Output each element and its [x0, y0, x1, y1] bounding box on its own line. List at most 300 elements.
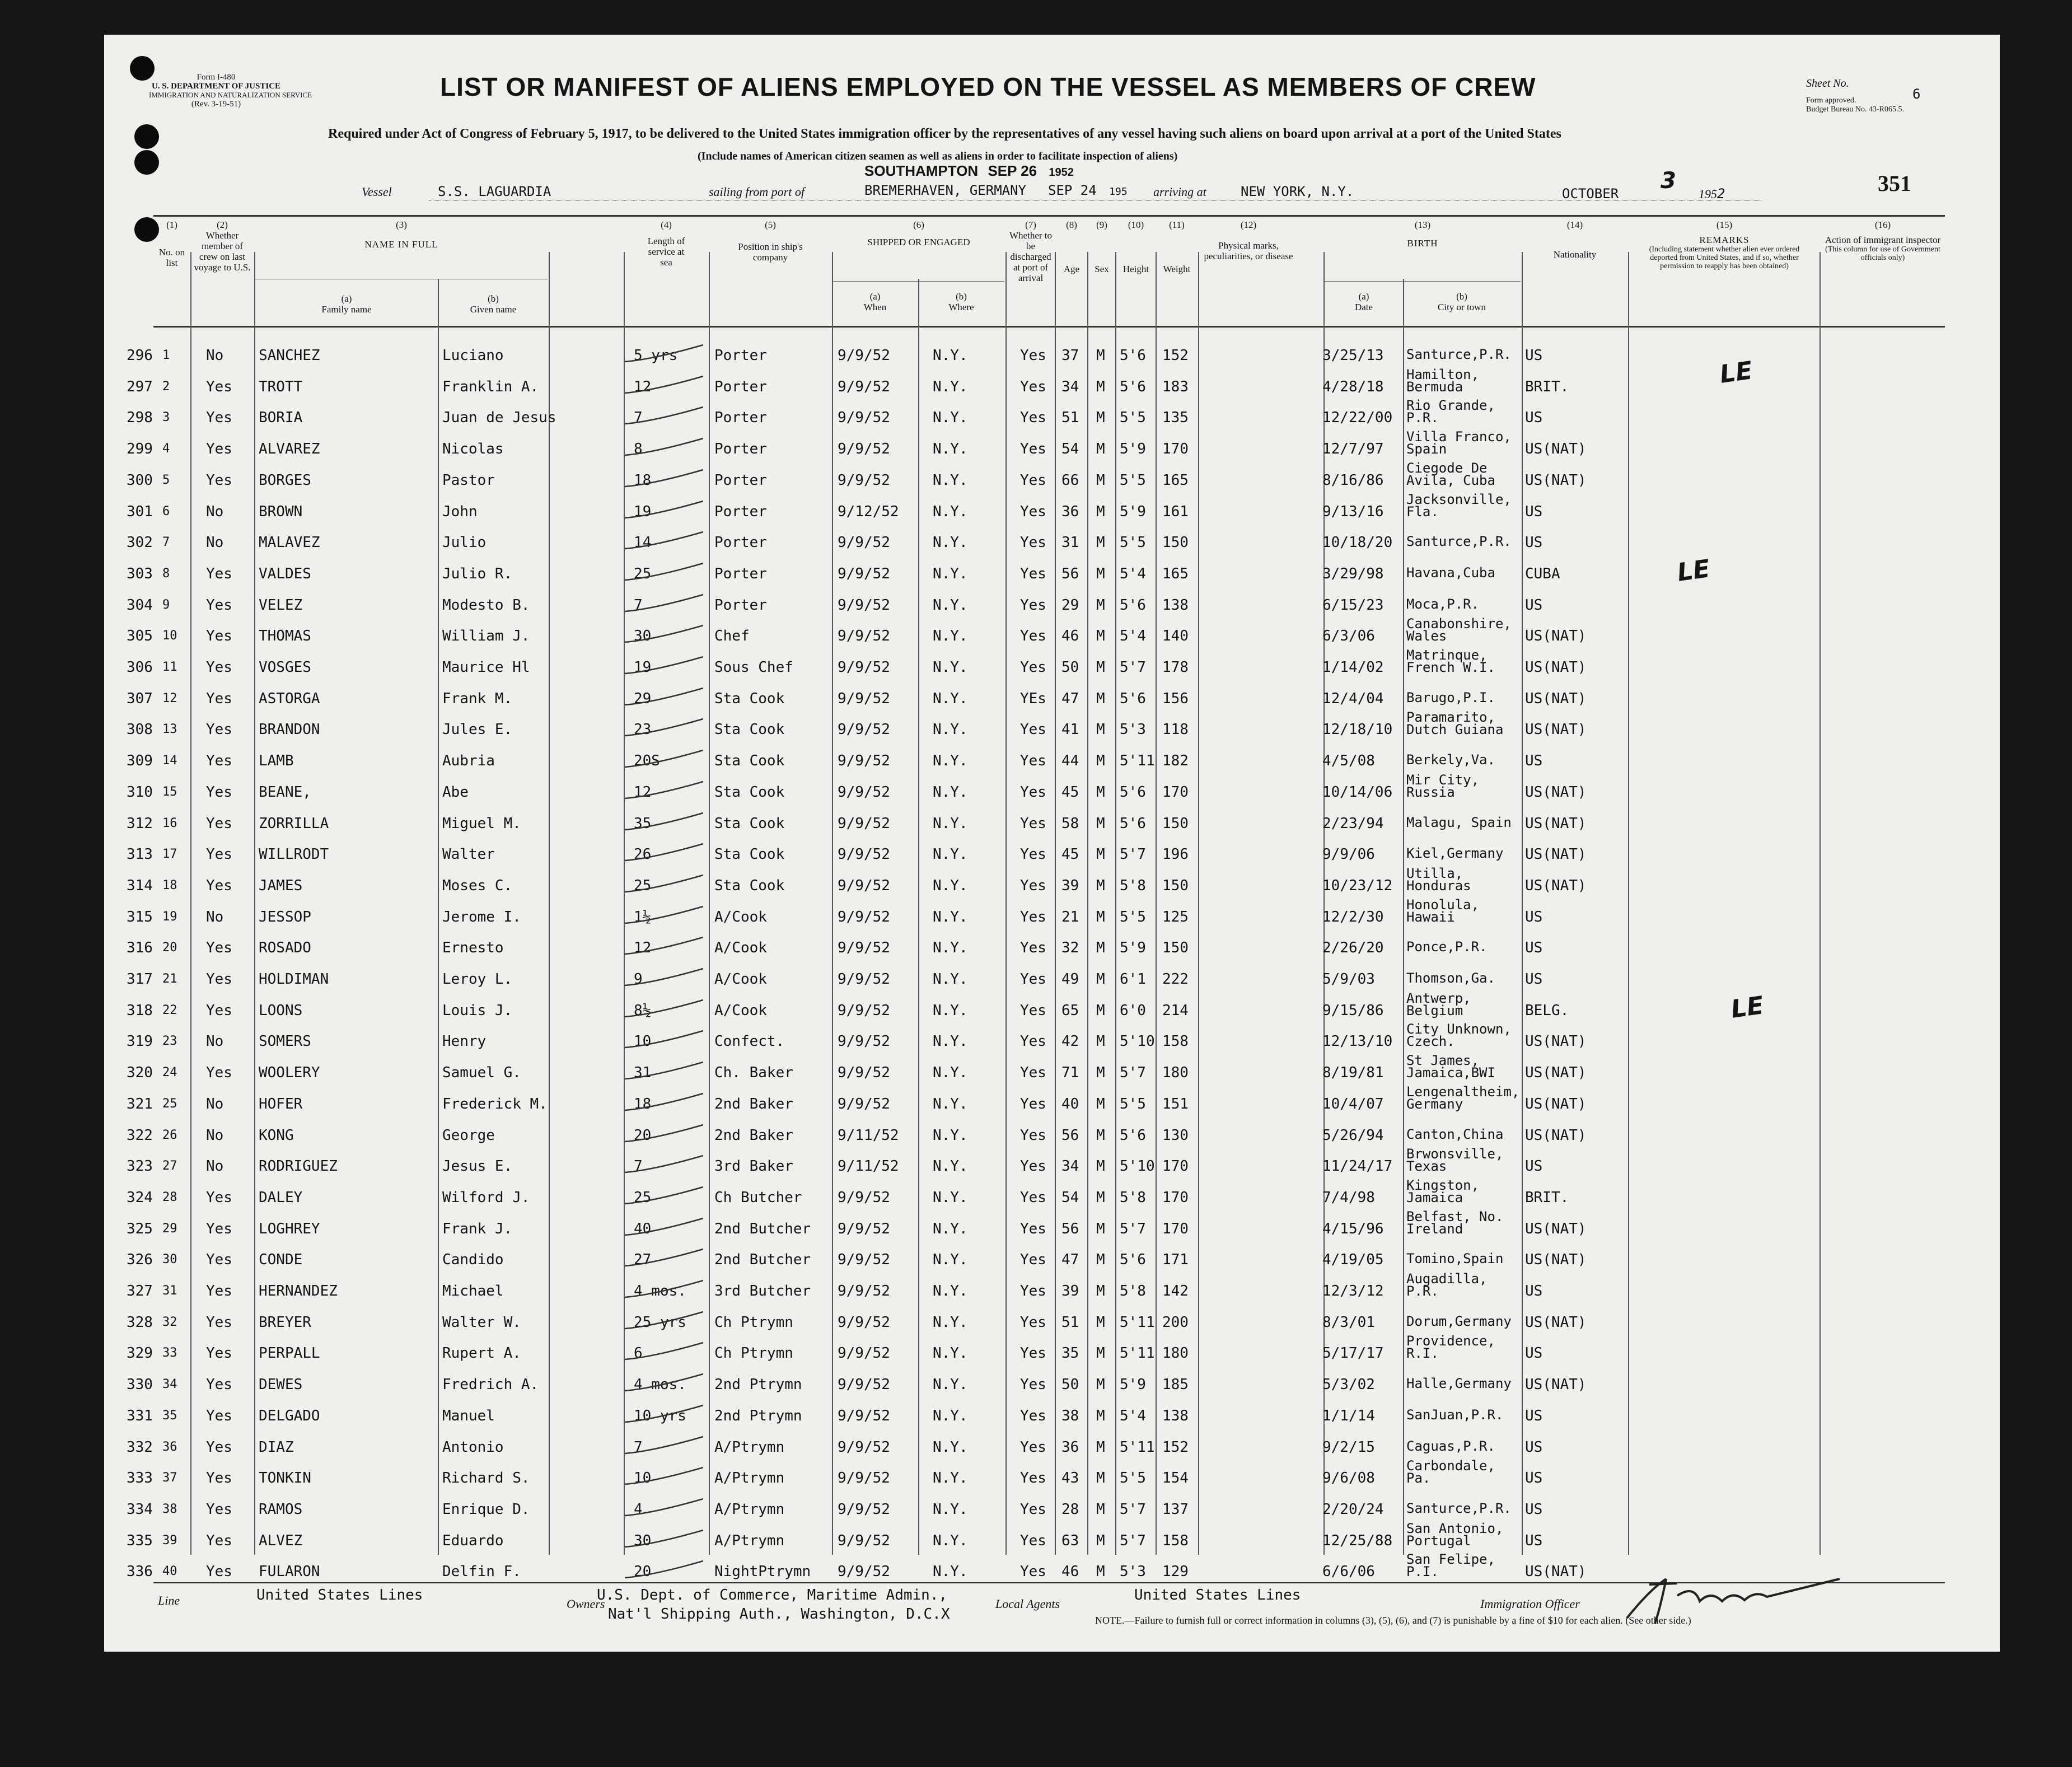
- family-name: BRANDON: [259, 721, 320, 738]
- birth-city: Rio Grande, P.R.: [1406, 398, 1495, 426]
- weight: 214: [1162, 1002, 1189, 1019]
- height: 6'0: [1120, 1002, 1146, 1019]
- age: 36: [1061, 503, 1079, 520]
- birth-city: City Unknown, Czech.: [1406, 1021, 1512, 1049]
- previous-voyage: Yes: [206, 752, 232, 769]
- service-length: 9: [634, 971, 643, 988]
- birth-date: 11/24/17: [1322, 1158, 1393, 1175]
- row-index: 5: [162, 473, 170, 487]
- weight: 165: [1162, 565, 1189, 582]
- nationality: US(NAT): [1525, 846, 1587, 863]
- age: 40: [1061, 1096, 1079, 1112]
- given-name: Ernesto: [442, 939, 504, 956]
- col-6b-label: Where: [948, 302, 974, 312]
- position: Sta Cook: [714, 721, 785, 738]
- shipped-where: N.Y.: [933, 565, 968, 582]
- nationality: US(NAT): [1525, 628, 1587, 644]
- service-length: 27: [634, 1251, 652, 1268]
- sex: M: [1096, 1470, 1105, 1486]
- family-name: WILLRODT: [259, 846, 329, 863]
- previous-voyage: Yes: [206, 1283, 232, 1299]
- col-5-label: Position in ship's company: [738, 241, 803, 263]
- birth-date: 3/25/13: [1322, 347, 1384, 364]
- birth-date: 8/19/81: [1322, 1064, 1384, 1081]
- check-mark: [619, 1372, 709, 1400]
- column-rule: [1403, 279, 1404, 1555]
- col-12-label: Physical marks, peculiarities, or disease: [1204, 240, 1293, 261]
- age: 34: [1061, 1158, 1079, 1175]
- check-mark: [619, 374, 709, 402]
- position: 2nd Butcher: [714, 1221, 811, 1237]
- weight: 130: [1162, 1127, 1189, 1144]
- discharged: Yes: [1020, 909, 1046, 925]
- service-length: 12: [634, 939, 652, 956]
- height: 5'6: [1120, 1251, 1146, 1268]
- check-mark: [619, 1123, 709, 1151]
- col-15-header: [1629, 219, 1820, 270]
- shipped-when: 9/9/52: [838, 846, 890, 863]
- col-5-num: (5): [765, 219, 776, 230]
- list-number: 308: [127, 721, 153, 738]
- agents-label: Local Agents: [995, 1597, 1060, 1611]
- row-index: 40: [162, 1564, 177, 1578]
- previous-voyage: No: [206, 909, 224, 925]
- weight: 180: [1162, 1345, 1189, 1362]
- family-name: HERNANDEZ: [259, 1283, 338, 1299]
- service-length: 6: [634, 1345, 643, 1362]
- shipped-when: 9/9/52: [838, 378, 890, 395]
- shipped-where: N.Y.: [933, 1251, 968, 1268]
- discharged: Yes: [1020, 877, 1046, 894]
- list-number: 313: [127, 846, 153, 863]
- position: Porter: [714, 378, 767, 395]
- check-mark: [619, 1403, 709, 1431]
- col-3-label: NAME IN FULL: [364, 239, 438, 250]
- position: A/Cook: [714, 971, 767, 988]
- shipped-when: 9/11/52: [838, 1127, 899, 1144]
- birth-date: 12/13/10: [1322, 1033, 1393, 1050]
- sheet-label: Sheet No.: [1806, 77, 1849, 90]
- col-13b-header: [1404, 291, 1519, 312]
- shipped-when: 9/9/52: [838, 971, 890, 988]
- birth-date: 9/6/08: [1322, 1470, 1375, 1486]
- shipped-when: 9/9/52: [838, 909, 890, 925]
- family-name: BORGES: [259, 472, 311, 489]
- list-number: 304: [127, 597, 153, 614]
- birth-date: 10/23/12: [1322, 877, 1393, 894]
- previous-voyage: Yes: [206, 1439, 232, 1456]
- nationality: US: [1525, 1158, 1543, 1175]
- age: 37: [1061, 347, 1079, 364]
- list-number: 318: [127, 1002, 153, 1019]
- discharged: Yes: [1020, 1501, 1046, 1518]
- family-name: MALAVEZ: [259, 534, 320, 551]
- shipped-when: 9/9/52: [838, 534, 890, 551]
- col-16-header: [1821, 219, 1945, 262]
- service-length: 20: [634, 1127, 652, 1144]
- given-name: Julio: [442, 534, 487, 551]
- family-name: BORIA: [259, 409, 303, 426]
- age: 46: [1061, 628, 1079, 644]
- col-14-label: Nationality: [1553, 249, 1597, 260]
- list-number: 325: [127, 1221, 153, 1237]
- row-index: 32: [162, 1315, 177, 1329]
- given-name: Jesus E.: [442, 1158, 513, 1175]
- age: 63: [1061, 1532, 1079, 1549]
- weight: 180: [1162, 1064, 1189, 1081]
- position: Sta Cook: [714, 877, 785, 894]
- age: 28: [1061, 1501, 1079, 1518]
- list-number: 298: [127, 409, 153, 426]
- height: 5'6: [1120, 1127, 1146, 1144]
- birth-date: 5/3/02: [1322, 1376, 1375, 1393]
- manifest-sheet: [104, 35, 2000, 1652]
- check-mark: [619, 623, 709, 651]
- nationality: US: [1525, 597, 1543, 614]
- position: Sous Chef: [714, 659, 793, 676]
- position: A/Ptrymn: [714, 1470, 785, 1486]
- nationality: US(NAT): [1525, 1376, 1587, 1393]
- position: Ch. Baker: [714, 1064, 793, 1081]
- age: 45: [1061, 846, 1079, 863]
- service-length: 4 mos.: [634, 1283, 686, 1299]
- family-name: ALVAREZ: [259, 441, 320, 457]
- birth-city: Malagu, Spain: [1406, 815, 1512, 830]
- list-number: 302: [127, 534, 153, 551]
- weight: 150: [1162, 939, 1189, 956]
- column-rule: [190, 252, 191, 1555]
- nationality: US: [1525, 409, 1543, 426]
- position: Ch Ptrymn: [714, 1345, 793, 1362]
- shipped-where: N.Y.: [933, 534, 968, 551]
- previous-voyage: Yes: [206, 378, 232, 395]
- position: 3rd Butcher: [714, 1283, 811, 1299]
- shipped-when: 9/9/52: [838, 1002, 890, 1019]
- shipped-when: 9/9/52: [838, 628, 890, 644]
- given-name: Walter W.: [442, 1314, 521, 1331]
- age: 50: [1061, 1376, 1079, 1393]
- nationality: US(NAT): [1525, 877, 1587, 894]
- shipped-when: 9/9/52: [838, 784, 890, 801]
- family-name: LOONS: [259, 1002, 303, 1019]
- col-14-header: [1523, 219, 1627, 260]
- shipped-where: N.Y.: [933, 1408, 968, 1424]
- column-rule: [549, 252, 550, 1555]
- col-16-num: (16): [1874, 219, 1891, 230]
- height: 5'4: [1120, 628, 1146, 644]
- position: Ch Butcher: [714, 1189, 802, 1206]
- row-index: 29: [162, 1222, 177, 1236]
- birth-city: Hamilton, Bermuda: [1406, 367, 1480, 395]
- height: 5'9: [1120, 939, 1146, 956]
- age: 65: [1061, 1002, 1079, 1019]
- shipped-when: 9/9/52: [838, 659, 890, 676]
- birth-date: 9/13/16: [1322, 503, 1384, 520]
- height: 5'6: [1120, 378, 1146, 395]
- birth-city: Paramarito, Dutch Guiana: [1406, 709, 1504, 737]
- previous-voyage: Yes: [206, 1002, 232, 1019]
- nationality: US: [1525, 1283, 1543, 1299]
- row-index: 17: [162, 847, 177, 861]
- col-13-num: (13): [1414, 219, 1431, 230]
- shipped-when: 9/9/52: [838, 1376, 890, 1393]
- previous-voyage: Yes: [206, 409, 232, 426]
- position: Sta Cook: [714, 690, 785, 707]
- height: 5'3: [1120, 721, 1146, 738]
- row-index: 31: [162, 1284, 177, 1298]
- given-name: George: [442, 1127, 495, 1144]
- list-number: 309: [127, 752, 153, 769]
- birth-date: 9/2/15: [1322, 1439, 1375, 1456]
- column-rule: [1820, 252, 1821, 1555]
- position: A/Cook: [714, 1002, 767, 1019]
- previous-voyage: Yes: [206, 1314, 232, 1331]
- shipped-where: N.Y.: [933, 597, 968, 614]
- col-15-label: REMARKS: [1699, 235, 1750, 245]
- service-length: 7: [634, 597, 643, 614]
- shipped-when: 9/12/52: [838, 503, 899, 520]
- height: 5'11: [1120, 1345, 1155, 1362]
- shipped-where: N.Y.: [933, 1002, 968, 1019]
- previous-voyage: Yes: [206, 1345, 232, 1362]
- service-length: 18: [634, 1096, 652, 1112]
- nationality: US(NAT): [1525, 1563, 1587, 1580]
- position: Porter: [714, 597, 767, 614]
- service-length: 25: [634, 877, 652, 894]
- shipped-where: N.Y.: [933, 441, 968, 457]
- page-number: 351: [1878, 171, 1911, 196]
- check-mark: [619, 1060, 709, 1088]
- sex: M: [1096, 347, 1105, 364]
- previous-voyage: Yes: [206, 1251, 232, 1268]
- vessel-name: S.S. LAGUARDIA: [438, 184, 551, 199]
- sex: M: [1096, 877, 1105, 894]
- sex: M: [1096, 1408, 1105, 1424]
- birth-date: 5/17/17: [1322, 1345, 1384, 1362]
- height: 5'5: [1120, 909, 1146, 925]
- weight: 140: [1162, 628, 1189, 644]
- position: A/Ptrymn: [714, 1439, 785, 1456]
- shipped-where: N.Y.: [933, 752, 968, 769]
- shipped-when: 9/9/52: [838, 1345, 890, 1362]
- nationality: US(NAT): [1525, 1127, 1587, 1144]
- family-name: BROWN: [259, 503, 303, 520]
- discharged: Yes: [1020, 1064, 1046, 1081]
- arriving-port: NEW YORK, N.Y.: [1241, 184, 1354, 199]
- check-mark: [619, 405, 709, 433]
- check-mark: [619, 530, 709, 558]
- birth-city: Utilla, Honduras: [1406, 866, 1471, 894]
- family-name: TONKIN: [259, 1470, 311, 1486]
- list-number: 327: [127, 1283, 153, 1299]
- height: 5'9: [1120, 441, 1146, 457]
- previous-voyage: Yes: [206, 1376, 232, 1393]
- discharged: Yes: [1020, 1408, 1046, 1424]
- position: 2nd Ptrymn: [714, 1408, 802, 1424]
- given-name: Samuel G.: [442, 1064, 521, 1081]
- family-name: RODRIGUEZ: [259, 1158, 338, 1175]
- row-index: 39: [162, 1534, 177, 1548]
- sailing-port: BREMERHAVEN, GERMANY: [864, 183, 1026, 198]
- age: 45: [1061, 784, 1079, 801]
- sex: M: [1096, 659, 1105, 676]
- col-10-header: [1116, 219, 1156, 274]
- sex: M: [1096, 1501, 1105, 1518]
- discharged: Yes: [1020, 1439, 1046, 1456]
- age: 56: [1061, 1127, 1079, 1144]
- position: Sta Cook: [714, 784, 785, 801]
- column-rule: [1522, 252, 1523, 1555]
- family-name: DEWES: [259, 1376, 303, 1393]
- family-name: DELGADO: [259, 1408, 320, 1424]
- previous-voyage: Yes: [206, 1408, 232, 1424]
- shipped-where: N.Y.: [933, 1563, 968, 1580]
- previous-voyage: Yes: [206, 690, 232, 707]
- sex: M: [1096, 690, 1105, 707]
- position: Porter: [714, 503, 767, 520]
- nationality: BRIT.: [1525, 1189, 1569, 1206]
- position: Porter: [714, 565, 767, 582]
- shipped-where: N.Y.: [933, 815, 968, 832]
- sex: M: [1096, 1283, 1105, 1299]
- sex: M: [1096, 1096, 1105, 1112]
- nationality: US: [1525, 909, 1543, 925]
- column-rule: [1005, 252, 1007, 1555]
- previous-voyage: No: [206, 503, 224, 520]
- service-length: 8½: [634, 1002, 652, 1019]
- birth-city: Ciegode De Avila, Cuba: [1406, 460, 1495, 488]
- weight: 152: [1162, 1439, 1189, 1456]
- birth-city: Halle,Germany: [1406, 1376, 1512, 1391]
- shipped-where: N.Y.: [933, 939, 968, 956]
- birth-city: Belfast, No. Ireland: [1406, 1209, 1504, 1237]
- age: 39: [1061, 1283, 1079, 1299]
- nationality: CUBA: [1525, 565, 1560, 582]
- nationality: BRIT.: [1525, 378, 1569, 395]
- weight: 222: [1162, 971, 1189, 988]
- shipped-when: 9/9/52: [838, 1283, 890, 1299]
- previous-voyage: Yes: [206, 1470, 232, 1486]
- nationality: US(NAT): [1525, 1314, 1587, 1331]
- family-name: BREYER: [259, 1314, 311, 1331]
- row-index: 24: [162, 1065, 177, 1079]
- given-name: Modesto B.: [442, 597, 530, 614]
- shipped-when: 9/9/52: [838, 1501, 890, 1518]
- nationality: US(NAT): [1525, 690, 1587, 707]
- birth-date: 10/4/07: [1322, 1096, 1384, 1112]
- shipped-where: N.Y.: [933, 503, 968, 520]
- birth-date: 12/3/12: [1322, 1283, 1384, 1299]
- position: Porter: [714, 441, 767, 457]
- given-name: Rupert A.: [442, 1345, 521, 1362]
- age: 54: [1061, 441, 1079, 457]
- nationality: US(NAT): [1525, 441, 1587, 457]
- shipped-where: N.Y.: [933, 409, 968, 426]
- column-rule: [1198, 252, 1199, 1555]
- given-name: Miguel M.: [442, 815, 521, 832]
- shipped-where: N.Y.: [933, 909, 968, 925]
- previous-voyage: Yes: [206, 815, 232, 832]
- row-index: 34: [162, 1377, 177, 1391]
- check-mark: [619, 655, 709, 683]
- previous-voyage: Yes: [206, 1501, 232, 1518]
- service-length: 20: [634, 1563, 652, 1580]
- sex: M: [1096, 1345, 1105, 1362]
- nationality: US: [1525, 1532, 1543, 1549]
- discharged: Yes: [1020, 1033, 1046, 1050]
- birth-city: Antwerp, Belgium: [1406, 990, 1471, 1018]
- birth-city: Canton,China: [1406, 1126, 1504, 1142]
- col-8-num: (8): [1066, 219, 1077, 230]
- shipped-when: 9/9/52: [838, 347, 890, 364]
- service-length: 14: [634, 534, 652, 551]
- col-4-num: (4): [661, 219, 672, 230]
- col-6-num: (6): [913, 219, 924, 230]
- shipped-where: N.Y.: [933, 784, 968, 801]
- row-index: 9: [162, 598, 170, 612]
- sex: M: [1096, 628, 1105, 644]
- previous-voyage: Yes: [206, 565, 232, 582]
- birth-city: Honolula, Hawaii: [1406, 897, 1480, 925]
- family-name: JAMES: [259, 877, 303, 894]
- shipped-where: N.Y.: [933, 1127, 968, 1144]
- previous-voyage: Yes: [206, 939, 232, 956]
- birth-city: San Antonio, Portugal: [1406, 1521, 1504, 1549]
- list-number: 326: [127, 1251, 153, 1268]
- age: 51: [1061, 409, 1079, 426]
- discharged: Yes: [1020, 1127, 1046, 1144]
- sheet-number: 6: [1912, 86, 1921, 102]
- family-name: BEANE,: [259, 784, 311, 801]
- list-number: 307: [127, 690, 153, 707]
- row-index: 35: [162, 1409, 177, 1423]
- row-index: 16: [162, 816, 177, 830]
- age: 43: [1061, 1470, 1079, 1486]
- nationality: US(NAT): [1525, 659, 1587, 676]
- birth-date: 2/20/24: [1322, 1501, 1384, 1518]
- birth-date: 12/18/10: [1322, 721, 1393, 738]
- col-9-label: Sex: [1095, 264, 1109, 274]
- sex: M: [1096, 1033, 1105, 1050]
- position: 2nd Ptrymn: [714, 1376, 802, 1393]
- owners-label: Owners: [567, 1597, 605, 1611]
- height: 5'8: [1120, 877, 1146, 894]
- age: 21: [1061, 909, 1079, 925]
- discharged: Yes: [1020, 846, 1046, 863]
- weight: 142: [1162, 1283, 1189, 1299]
- birth-city: Jacksonville, Fla.: [1406, 492, 1512, 520]
- punch-hole: [134, 124, 159, 149]
- list-number: 324: [127, 1189, 153, 1206]
- given-name: Frank M.: [442, 690, 513, 707]
- birth-city: Berkely,Va.: [1406, 752, 1495, 768]
- family-name: PERPALL: [259, 1345, 320, 1362]
- birth-city: Canabonshire, Wales: [1406, 616, 1512, 644]
- age: 71: [1061, 1064, 1079, 1081]
- revision: (Rev. 3-19-51): [191, 100, 241, 109]
- weight: 125: [1162, 909, 1189, 925]
- position: Porter: [714, 534, 767, 551]
- row-index: 11: [162, 660, 177, 674]
- arrival-year-digit: 2: [1717, 186, 1725, 202]
- discharged: Yes: [1020, 1096, 1046, 1112]
- row-index: 12: [162, 691, 177, 705]
- shipped-where: N.Y.: [933, 1033, 968, 1050]
- remark-initials: LE: [1729, 991, 1766, 1024]
- shipped-where: N.Y.: [933, 1439, 968, 1456]
- family-name: FULARON: [259, 1563, 320, 1580]
- height: 5'10: [1120, 1158, 1155, 1175]
